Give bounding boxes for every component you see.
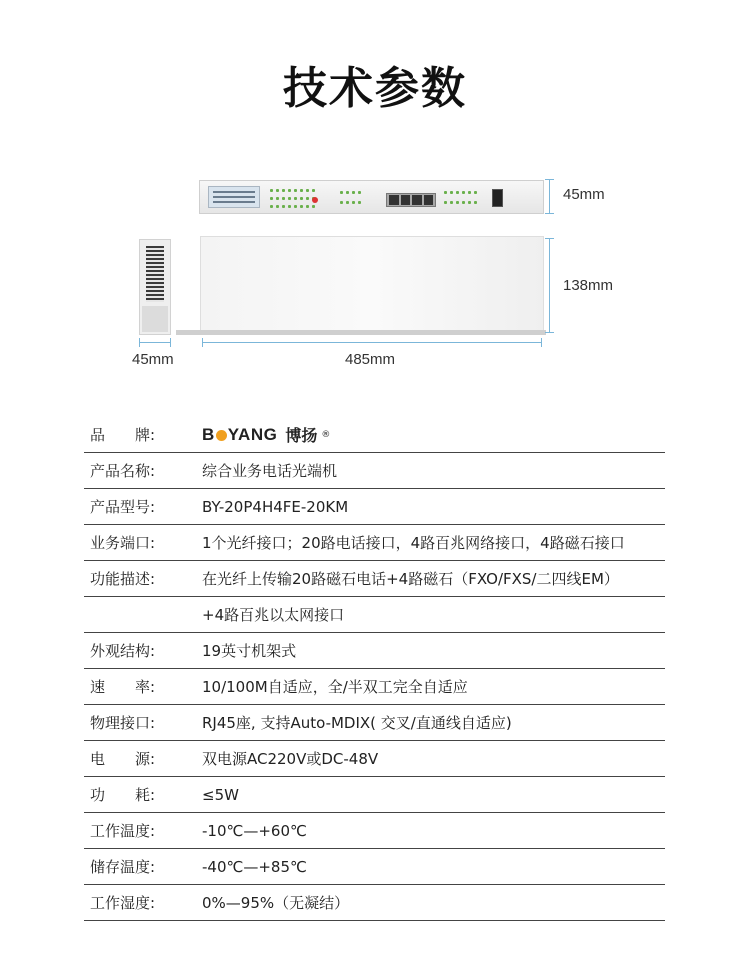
- rj45-ports: [386, 193, 436, 207]
- device-front-panel: [199, 180, 544, 214]
- dim-tick: [170, 338, 171, 347]
- spec-table: [84, 417, 665, 921]
- dim-side-width: 45mm: [132, 351, 174, 368]
- spec-value: RJ45座, 支持Auto-MDIX( 交叉/直通线自适应): [202, 714, 512, 732]
- brand-logo-text: [202, 425, 277, 445]
- device-rack-ears: [176, 330, 546, 335]
- spec-row: [84, 885, 665, 921]
- spec-key: 工作湿度:: [90, 894, 156, 912]
- spec-value: 19英寸机架式: [202, 642, 297, 660]
- dim-tick: [545, 179, 554, 180]
- spec-row: [84, 561, 665, 597]
- spec-value: 综合业务电话光端机: [202, 462, 338, 480]
- device-brand-label: [208, 186, 260, 208]
- dim-front-height: 45mm: [563, 186, 605, 203]
- spec-row: [84, 813, 665, 849]
- spec-key: 物理接口:: [90, 714, 156, 732]
- dim-tick: [545, 238, 554, 239]
- spec-row: [84, 633, 665, 669]
- dim-width: 485mm: [345, 351, 396, 368]
- dim-tick: [202, 338, 203, 347]
- power-switch-icon: [492, 189, 503, 207]
- spec-row: [84, 525, 665, 561]
- mounting-plate: [142, 306, 168, 332]
- dim-tick: [139, 338, 140, 347]
- spec-row: [84, 453, 665, 489]
- dim-line-side-width: [139, 342, 171, 343]
- dim-depth: 138mm: [563, 277, 614, 294]
- led-indicators-mid: [270, 197, 315, 200]
- spec-row: [84, 489, 665, 525]
- dim-tick: [541, 338, 542, 347]
- brand-logo: [202, 423, 330, 446]
- spec-value: 0%—95%（无凝结）: [202, 894, 350, 912]
- spec-value: 1个光纤接口；20路电话接口，4路百兆网络接口，4路磁石接口: [202, 534, 625, 552]
- spec-value: 在光纤上传输20路磁石电话+4路磁石（FXO/FXS/二四线EM）: [202, 570, 619, 588]
- spec-key: 品 牌:: [90, 426, 156, 444]
- led-indicators-bottom: [270, 205, 315, 208]
- led-indicators-eth: [444, 191, 477, 194]
- fiber-port-icon: [312, 197, 318, 203]
- spec-key: 产品型号:: [90, 498, 156, 516]
- spec-key: 电 源:: [90, 750, 156, 768]
- spec-value: 10/100M自适应，全/半双工完全自适应: [202, 678, 468, 696]
- spec-row-brand: [84, 417, 665, 453]
- brand-logo-b: B: [202, 424, 215, 444]
- dim-line-front-height: [549, 179, 550, 214]
- dim-tick: [545, 332, 554, 333]
- spec-value: BY-20P4H4FE-20KM: [202, 497, 349, 516]
- spec-value: -40℃—+85℃: [202, 857, 307, 876]
- brand-chinese: 博扬: [285, 426, 318, 445]
- spec-value: +4路百兆以太网接口: [202, 606, 345, 624]
- spec-row: [84, 705, 665, 741]
- led-indicators-eth-2: [444, 201, 477, 204]
- brand-logo-yang: YANG: [227, 424, 278, 444]
- spec-key: 速 率:: [90, 678, 156, 696]
- dim-line-width: [202, 342, 542, 343]
- brand-logo-o-icon: [216, 430, 227, 441]
- spec-key: 外观结构:: [90, 642, 156, 660]
- spec-row: [84, 777, 665, 813]
- spec-row: [84, 849, 665, 885]
- spec-key: 产品名称:: [90, 462, 156, 480]
- spec-key: 功能描述:: [90, 570, 156, 588]
- led-indicators-top: [270, 189, 315, 192]
- spec-row: [84, 669, 665, 705]
- led-indicators-fiber-2: [340, 201, 361, 204]
- registered-mark: ®: [321, 429, 331, 440]
- spec-key: 储存温度:: [90, 858, 156, 876]
- spec-key: 功 耗:: [90, 786, 156, 804]
- dim-tick: [545, 213, 554, 214]
- spec-row: [84, 597, 665, 633]
- spec-row: [84, 741, 665, 777]
- spec-key: 业务端口:: [90, 534, 156, 552]
- led-indicators-fiber: [340, 191, 361, 194]
- vent-grille-icon: [146, 246, 164, 302]
- spec-value: -10℃—+60℃: [202, 821, 307, 840]
- spec-value: 双电源AC220V或DC-48V: [202, 750, 379, 768]
- page-title: 技术参数: [283, 63, 467, 114]
- spec-key: 工作温度:: [90, 822, 156, 840]
- spec-value: ≤5W: [202, 785, 239, 804]
- device-top-view: [200, 236, 544, 332]
- dim-line-depth: [549, 238, 550, 333]
- device-side-view: [139, 239, 171, 335]
